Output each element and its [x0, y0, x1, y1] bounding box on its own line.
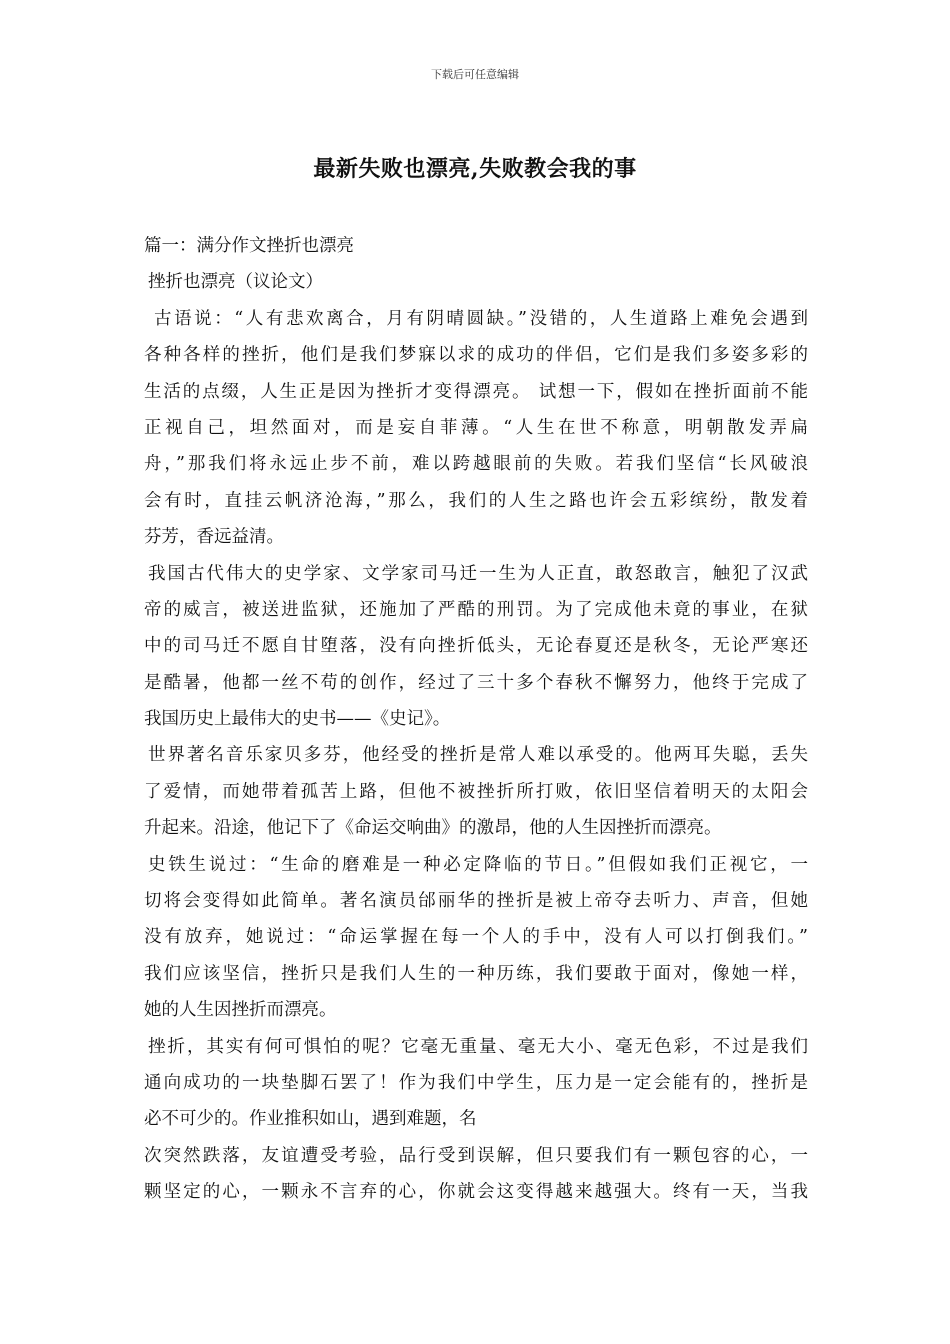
section-heading: 篇一：满分作文挫折也漂亮: [144, 236, 354, 256]
paragraph-line: 了爱情，而她带着孤苦上路，但他不被挫折所打败，依旧坚信着明天的太阳会: [144, 781, 808, 802]
paragraph-line: 没有放弃，她说过：“命运掌握在每一个人的手中，没有人可以打倒我们。”: [144, 927, 808, 948]
paragraph-line: 世界著名音乐家贝多芬，他经受的挫折是常人难以承受的。他两耳失聪，丢失: [148, 745, 808, 766]
paragraph-line: 切将会变得如此简单。著名演员邰丽华的挫折是被上帝夺去听力、声音，但她: [144, 891, 808, 912]
paragraph-line: 舟，”那我们将永远止步不前，难以跨越眼前的失败。若我们坚信“长风破浪: [144, 454, 808, 475]
paragraph-line: 帝的威言，被送进监狱，还施加了严酷的刑罚。为了完成他未竟的事业，在狱: [144, 599, 808, 620]
paragraph-line: 挫折，其实有何可惧怕的呢？它毫无重量、毫无大小、毫无色彩，不过是我们: [148, 1036, 808, 1057]
paragraph-line: 次突然跌落，友谊遭受考验，品行受到误解，但只要我们有一颗包容的心，一: [144, 1145, 808, 1166]
paragraph-line: 她的人生因挫折而漂亮。: [144, 1000, 337, 1021]
paragraph-line: 升起来。沿途，他记下了《命运交响曲》的激昂，他的人生因挫折而漂亮。: [144, 818, 722, 839]
paragraph-line: 正视自己，坦然面对，而是妄自菲薄。“人生在世不称意，明朝散发弄扁: [144, 417, 808, 438]
paragraph-line: 生活的点缀，人生正是因为挫折才变得漂亮。 试想一下，假如在挫折面前不能: [144, 381, 808, 402]
header-note: 下载后可任意编辑: [431, 68, 519, 81]
paragraph-line: 芬芳，香远益清。: [144, 527, 284, 548]
paragraph-line: 中的司马迁不愿自甘堕落，没有向挫折低头，无论春夏还是秋冬，无论严寒还: [144, 636, 808, 657]
paragraph-line: 是酷暑，他都一丝不苟的创作，经过了三十多个春秋不懈努力，他终于完成了: [144, 672, 808, 693]
paragraph-line: 古语说：“人有悲欢离合，月有阴晴圆缺。”没错的，人生道路上难免会遇到: [154, 308, 808, 329]
paragraph-line: 我国古代伟大的史学家、文学家司马迁一生为人正直，敢怒敢言，触犯了汉武: [148, 563, 808, 584]
document-body: [144, 228, 808, 1211]
essay-subtitle: 挫折也漂亮（议论文）: [148, 272, 323, 293]
paragraph-line: 会有时，直挂云帆济沧海，”那么，我们的人生之路也许会五彩缤纷，散发着: [144, 490, 808, 511]
paragraph-line: 必不可少的。作业推积如山，遇到难题，名: [144, 1109, 477, 1130]
paragraph-line: 各种各样的挫折，他们是我们梦寐以求的成功的伴侣，它们是我们多姿多彩的: [144, 345, 808, 366]
paragraph-line: 颗坚定的心，一颗永不言弃的心，你就会这变得越来越强大。终有一天，当我: [144, 1182, 808, 1203]
paragraph-line: 史铁生说过：“生命的磨难是一种必定降临的节日。”但假如我们正视它，一: [148, 854, 808, 875]
paragraph-line: 我们应该坚信，挫折只是我们人生的一种历练，我们要敢于面对，像她一样，: [144, 963, 808, 984]
paragraph-line: 通向成功的一块垫脚石罢了！作为我们中学生，压力是一定会能有的，挫折是: [144, 1072, 808, 1093]
document-title: 最新失败也漂亮,失败教会我的事: [313, 156, 637, 182]
paragraph-line: 我国历史上最伟大的史书——《史记》。: [144, 709, 451, 730]
